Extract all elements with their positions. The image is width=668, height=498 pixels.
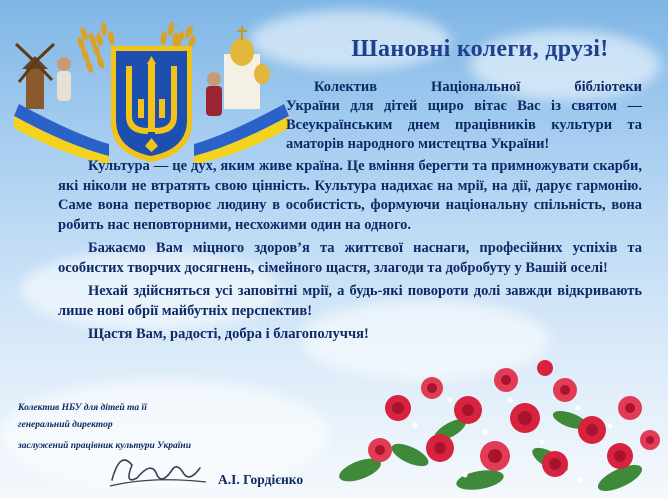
intro-rest: України для дітей щиро вітає Вас із святом — Всеукраїнським днем працівників культури та аматорів народного мистецтва України! xyxy=(286,98,642,152)
windmill-icon xyxy=(16,44,54,109)
signature-line-1: Колектив НБУ для дітей та її xyxy=(18,403,147,413)
signature-line-2: генеральний директор xyxy=(18,420,113,430)
paragraph-happiness: Щастя Вам, радості, добра і благополуччя! xyxy=(88,326,369,342)
church-icon xyxy=(224,26,270,109)
signature-line-3: заслужений працівник культури України xyxy=(18,441,191,451)
handwritten-signature xyxy=(102,440,212,495)
director-name: А.І. Гордієнко xyxy=(218,472,304,487)
rose-bouquet xyxy=(320,360,668,498)
paragraph-dreams: Нехай здійсняться усі заповітні мрії, а будь-які повороти долі завжди відкривають лише нові обрії майбутніх перспектив! xyxy=(58,283,642,319)
emblem-illustration xyxy=(14,14,289,164)
paragraph-wishes: Бажаємо Вам міцного здоров’я та життєвої наснаги, професійних успіхів та особистих творчих досягнень, сімейного щастя, злагоди та добробуту у Вашій оселі! xyxy=(58,240,642,276)
intro-paragraph xyxy=(286,78,642,154)
intro-first-line: Колектив Національної бібліотеки xyxy=(314,79,642,95)
paragraph-culture: Культура — це дух, яким живе країна. Це вміння берегти та примножувати скарби, які ніколи не втратять свою цінність. Культура надихає на мрії, на дії, дарує гармонію. Саме вона перетворює людину в особистість, формуючи національну спільність, вона робить нас неповторними, несхожими один на одного. xyxy=(58,158,642,233)
trident-icon xyxy=(111,46,192,162)
page-title: Шановні колеги, друзі! xyxy=(351,36,609,62)
greeting-body xyxy=(58,157,642,345)
